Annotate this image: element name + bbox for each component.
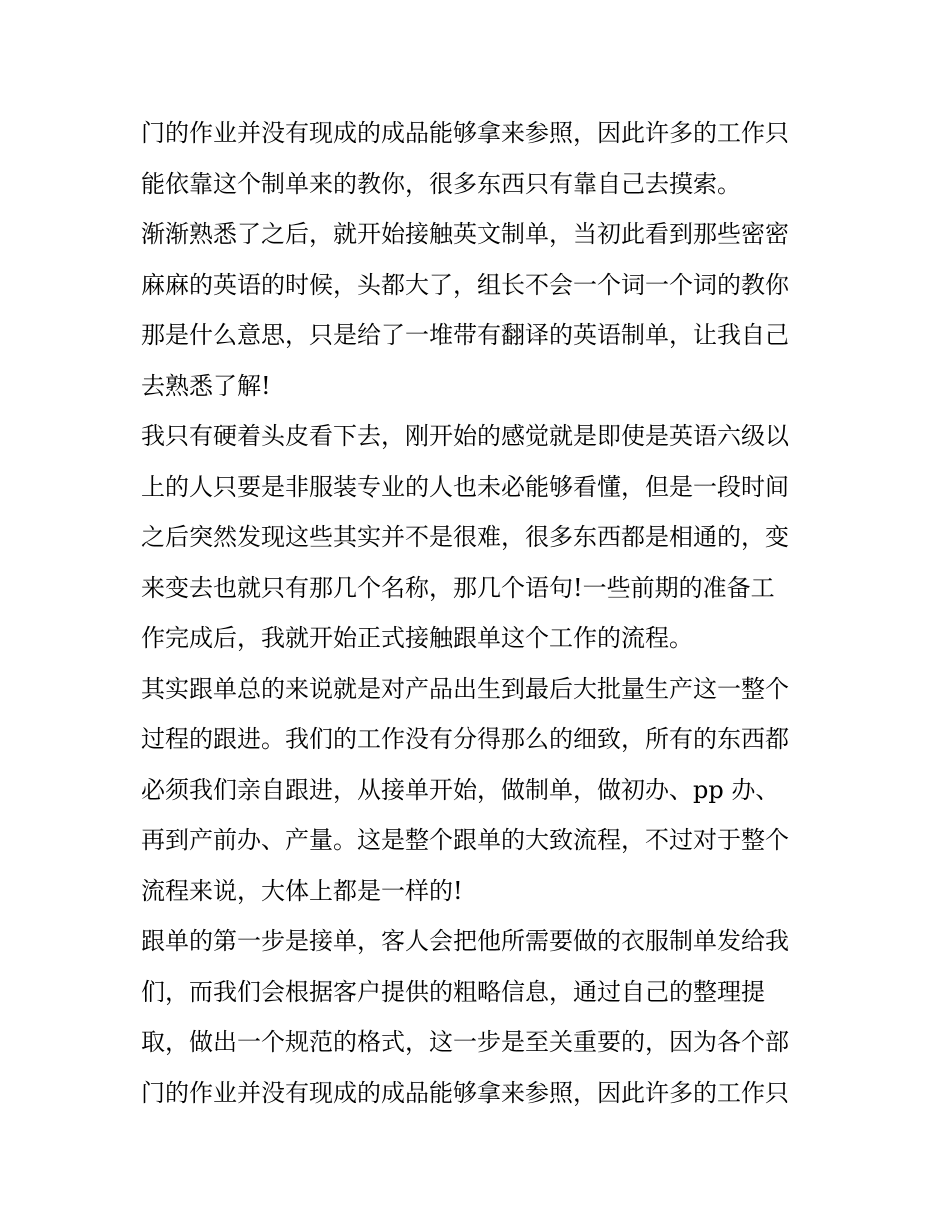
body-text — [141, 108, 821, 1118]
text-line-9: 之后突然发现这些其实并不是很难，很多东西都是相通的，变 — [141, 523, 789, 551]
text-line-16: 流程来说，大体上都是一样的! — [141, 876, 463, 905]
text-line-11: 作完成后，我就开始正式接触跟单这个工作的流程。 — [141, 624, 693, 652]
text-line-3: 渐渐熟悉了之后，就开始接触英文制单，当初此看到那些密密 — [141, 220, 789, 248]
text-line-12: 其实跟单总的来说就是对产品出生到最后大批量生产这一整个 — [141, 674, 789, 703]
text-line-18: 们，而我们会根据客户提供的粗略信息，通过自己的整理提 — [141, 977, 765, 1006]
text-line-5: 那是什么意思，只是给了一堆带有翻译的英语制单，让我自己 — [141, 321, 789, 349]
text-line-4: 麻麻的英语的时候，头都大了，组长不会一个词一个词的教你 — [141, 270, 789, 299]
text-line-19: 取，做出一个规范的格式，这一步是至关重要的，因为各个部 — [141, 1028, 789, 1056]
text-line-13: 过程的跟进。我们的工作没有分得那么的细致，所有的东西都 — [141, 725, 789, 753]
text-line-17: 跟单的第一步是接单，客人会把他所需要做的衣服制单发给我 — [141, 927, 789, 955]
text-line-2: 能依靠这个制单来的教你，很多东西只有靠自己去摸索。 — [141, 169, 741, 198]
text-line-14: 必须我们亲自跟进，从接单开始，做制单，做初办、pp 办、 — [141, 775, 780, 804]
text-line-1: 门的作业并没有现成的成品能够拿来参照，因此许多的工作只 — [141, 119, 789, 147]
text-line-15: 再到产前办、产量。这是整个跟单的大致流程，不过对于整个 — [141, 826, 789, 854]
text-line-7: 我只有硬着头皮看下去，刚开始的感觉就是即使是英语六级以 — [141, 422, 789, 450]
text-line-6: 去熟悉了解! — [141, 371, 271, 400]
text-line-10: 来变去也就只有那几个名称，那几个语句!一些前期的准备工 — [141, 573, 775, 602]
text-line-8: 上的人只要是非服装专业的人也未必能够看懂，但是一段时间 — [141, 472, 789, 501]
text-line-20: 门的作业并没有现成的成品能够拿来参照，因此许多的工作只 — [141, 1078, 789, 1107]
